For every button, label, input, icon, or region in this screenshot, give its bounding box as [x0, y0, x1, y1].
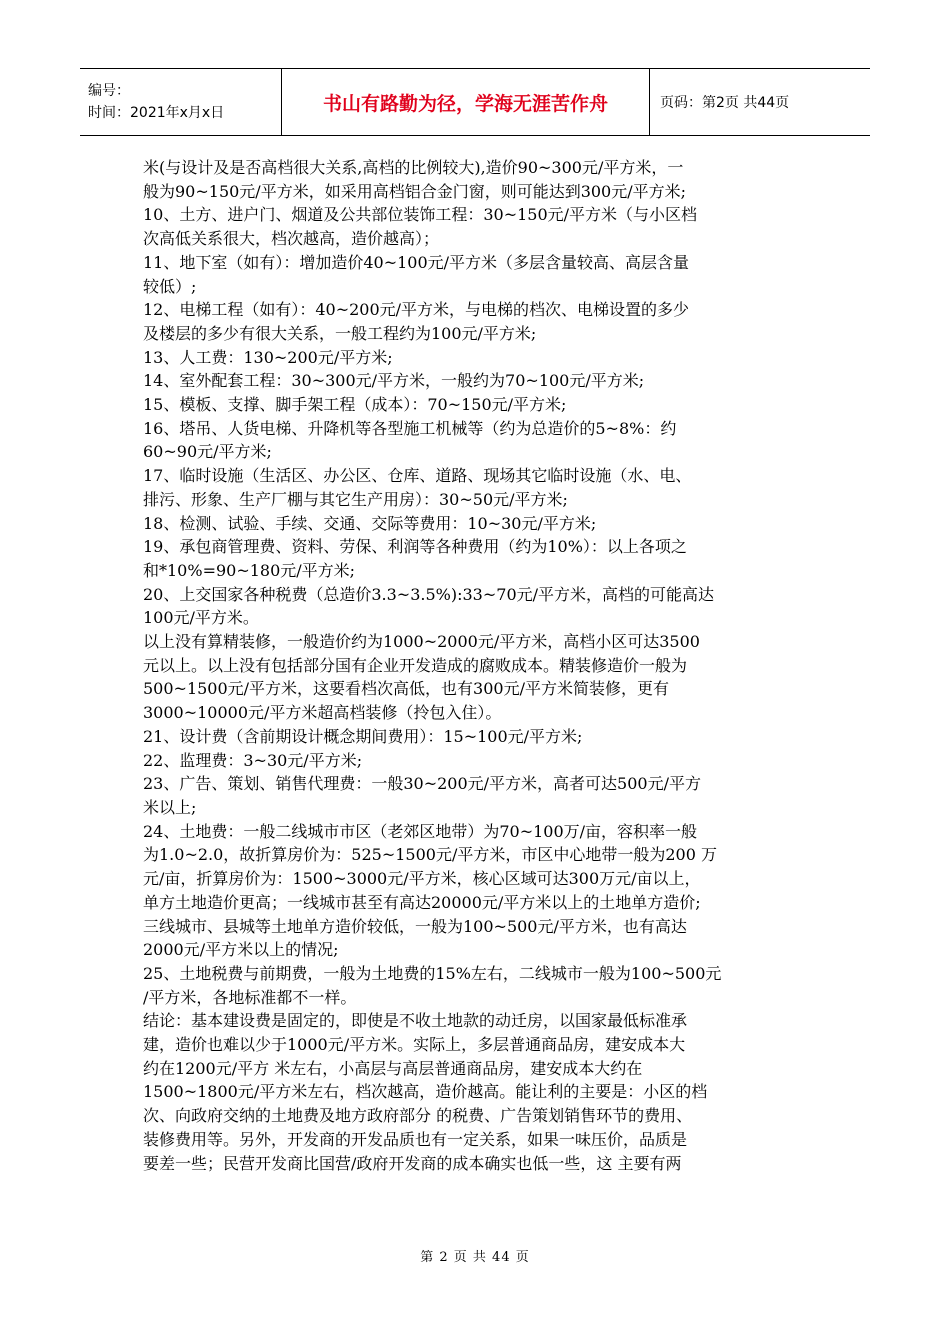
- header-page-info: 页码：第2页 共44页: [660, 95, 790, 111]
- document-header: [80, 68, 870, 136]
- body-line: 米(与设计及是否高档很大关系,高档的比例较大),造价90~300元/平方米，一: [143, 158, 684, 177]
- body-line: 21、设计费（含前期设计概念期间费用）：15~100元/平方米;: [143, 726, 583, 746]
- page-footer: 第 2 页 共 44 页: [420, 1250, 530, 1265]
- body-line: 18、检测、试验、手续、交通、交际等费用：10~30元/平方米;: [143, 513, 597, 533]
- body-line: 为1.0~2.0，故折算房价为：525~1500元/平方米，市区中心地带一般为200 万: [143, 845, 717, 865]
- header-info: [80, 69, 282, 135]
- body-line: 要差一些；民营开发商比国营/政府开发商的成本确实也低一些，这 主要有两: [143, 1153, 682, 1173]
- body-line: 11、地下室（如有）：增加造价40~100元/平方米（多层含量较高、高层含量: [143, 252, 690, 272]
- body-line: 25、土地税费与前期费，一般为土地费的15%左右，二线城市一般为100~500元: [143, 963, 722, 983]
- body-line: 三线城市、县城等土地单方造价较低，一般为100~500元/平方米，也有高达: [143, 916, 687, 936]
- body-line: 13、人工费：130~200元/平方米;: [143, 347, 393, 367]
- body-line: 100元/平方米。: [143, 608, 259, 628]
- header-page-cell: [650, 69, 870, 135]
- body-line: 60~90元/平方米;: [143, 442, 272, 462]
- document-body: [143, 156, 819, 1175]
- body-line: 和*10%=90~180元/平方米;: [143, 560, 356, 580]
- body-line: 2000元/平方米以上的情况;: [143, 940, 339, 960]
- body-line: 米以上;: [143, 797, 197, 817]
- header-motto-cell: [282, 69, 650, 135]
- body-line: 排污、形象、生产厂棚与其它生产用房）：30~50元/平方米;: [143, 489, 568, 509]
- body-line: 建，造价也难以少于1000元/平方米。实际上，多层普通商品房，建安成本大: [143, 1035, 686, 1055]
- body-line: 较低）;: [143, 276, 197, 296]
- body-line: 19、承包商管理费、资料、劳保、利润等各种费用（约为10%）：以上各项之: [143, 537, 687, 557]
- body-line: 元以上。以上没有包括部分国有企业开发造成的腐败成本。精装修造价一般为: [143, 655, 688, 675]
- body-line: 14、室外配套工程：30~300元/平方米，一般约为70~100元/平方米;: [143, 371, 645, 391]
- body-line: 次、向政府交纳的土地费及地方政府部分 的税费、广告策划销售环节的费用、: [143, 1106, 693, 1126]
- body-line: 元/亩，折算房价为：1500~3000元/平方米，核心区域可达300万元/亩以上，: [143, 869, 701, 889]
- body-line: 单方土地造价更高；一线城市甚至有高达20000元/平方米以上的土地单方造价;: [143, 892, 701, 912]
- body-line: 次高低关系很大，档次越高，造价越高）；: [143, 229, 440, 249]
- body-line: 22、监理费：3~30元/平方米;: [143, 750, 363, 770]
- document-number: 编号：: [88, 83, 130, 99]
- body-line: 17、临时设施（生活区、办公区、仓库、道路、现场其它临时设施（水、电、: [143, 466, 692, 486]
- body-line: 装修费用等。另外，开发商的开发品质也有一定关系，如果一味压价，品质是: [143, 1129, 688, 1149]
- body-line: 20、上交国家各种税费（总造价3.3~3.5%):33~70元/平方米，高档的可能高达: [143, 584, 715, 604]
- body-line: 结论：基本建设费是固定的，即使是不收土地款的动迁房，以国家最低标准承: [143, 1011, 688, 1031]
- body-line: 3000~10000元/平方米超高档装修（拎包入住）。: [143, 703, 502, 723]
- body-line: 15、模板、支撑、脚手架工程（成本）：70~150元/平方米;: [143, 395, 567, 415]
- body-line: 约在1200元/平方 米左右，小高层与高层普通商品房，建安成本大约在: [143, 1058, 643, 1078]
- body-line: 10、土方、进户门、烟道及公共部位装饰工程：30~150元/平方米（与小区档: [143, 205, 698, 225]
- body-line: 23、广告、策划、销售代理费：一般30~200元/平方米，高者可达500元/平方: [143, 774, 701, 794]
- body-line: 500~1500元/平方米，这要看档次高低，也有300元/平方米简装修，更有: [143, 679, 669, 699]
- body-line: 1500~1800元/平方米左右，档次越高，造价越高。能让利的主要是：小区的档: [143, 1082, 708, 1102]
- body-line: 以上没有算精装修，一般造价约为1000~2000元/平方米，高档小区可达3500: [143, 632, 700, 652]
- body-line: 及楼层的多少有很大关系，一般工程约为100元/平方米;: [143, 323, 537, 343]
- document-date: 时间：2021年x月x日: [88, 105, 225, 121]
- body-line: /平方米，各地标准都不一样。: [143, 987, 357, 1007]
- body-line: 16、塔吊、人货电梯、升降机等各型施工机械等（约为总造价的5~8%：约: [143, 418, 677, 438]
- body-line: 般为90~150元/平方米，如采用高档铝合金门窗，则可能达到300元/平方米;: [143, 181, 687, 201]
- body-line: 24、土地费：一般二线城市市区（老郊区地带）为70~100万/亩，容积率一般: [143, 821, 698, 841]
- body-line: 12、电梯工程（如有）：40~200元/平方米，与电梯的档次、电梯设置的多少: [143, 300, 690, 320]
- header-motto: 书山有路勤为径，学海无涯苦作舟: [322, 92, 608, 115]
